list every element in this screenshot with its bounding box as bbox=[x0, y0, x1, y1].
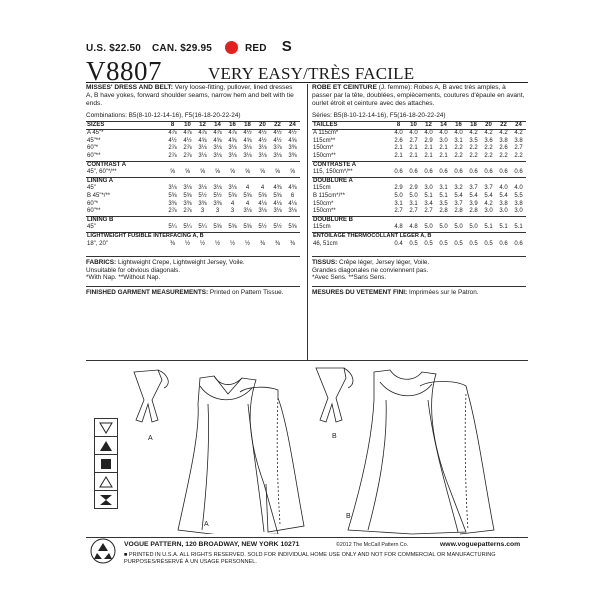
footer-copyright: ©2012 The McCall Pattern Co. bbox=[336, 542, 409, 548]
table-row: 115cm 4.8 4.8 5.0 5.0 5.0 5.0 5.1 5.1 5.1 bbox=[312, 224, 526, 232]
table-cell: 3⅛ bbox=[198, 152, 207, 159]
table-cell: 3.8 bbox=[514, 200, 523, 207]
price-us: U.S. $22.50 bbox=[86, 43, 142, 54]
table-cell: 3⅛ bbox=[273, 152, 282, 159]
table-cell: 2.7 bbox=[394, 208, 403, 215]
table-cell: 2.1 bbox=[424, 152, 433, 159]
table-cell: 3⅛ bbox=[228, 185, 237, 192]
table-cell: ½ bbox=[199, 240, 205, 247]
table-cell: 4⅜ bbox=[288, 185, 297, 192]
table-cell: ½ bbox=[244, 240, 250, 247]
table-cell: 3.0 bbox=[514, 208, 523, 215]
table-cell: 20 bbox=[255, 121, 270, 130]
table-cell: 10 bbox=[406, 121, 421, 130]
table-cell: 16 bbox=[225, 121, 240, 130]
table-cell: 22 bbox=[496, 121, 511, 130]
table-cell: 3.8 bbox=[499, 137, 508, 144]
table-cell: 3 bbox=[230, 208, 235, 215]
table-cell: 4.0 bbox=[514, 185, 523, 192]
table-cell: 3⅛ bbox=[213, 145, 222, 152]
fabrics-note-fr: TISSUS: Crêpe léger, Jersey léger, Voile. Grandes diagonales ne conviennent pas. *Avec Sens. **Sans Sens. bbox=[312, 256, 526, 282]
table-cell: 2.2 bbox=[499, 152, 508, 159]
table-cell: 3⅛ bbox=[183, 185, 192, 192]
table-cell: 5⅝ bbox=[183, 192, 192, 199]
pattern-symbols bbox=[94, 418, 116, 509]
table-cell: 5.4 bbox=[484, 192, 493, 199]
table-cell: 4.8 bbox=[409, 224, 418, 231]
table-cell: 0.5 bbox=[409, 240, 418, 247]
table-cell: 3⅞ bbox=[273, 145, 282, 152]
table-cell: 3⅜ bbox=[288, 145, 297, 152]
table-row: 150cm* 3.1 3.1 3.4 3.5 3.7 3.9 4.2 3.8 3.8 bbox=[312, 201, 526, 209]
table-cell: 4⅞ bbox=[183, 130, 192, 137]
table-cell: 3 bbox=[215, 208, 220, 215]
table-cell: 5.1 bbox=[484, 224, 493, 231]
table-cell: 5⅝ bbox=[273, 192, 282, 199]
table-cell: 0.6 bbox=[439, 169, 448, 176]
table-cell: 4⅝ bbox=[243, 137, 252, 144]
combinations-fr: Séries: B5(8-10-12-14-16), F5(16-18-20-22-24) bbox=[312, 112, 446, 119]
color-label: RED bbox=[244, 43, 267, 54]
table-row: B 115cm*/** 5.0 5.0 5.1 5.1 5.4 5.4 5.4 5.4 5.5 bbox=[312, 193, 526, 201]
table-cell: 3.1 bbox=[454, 137, 463, 144]
table-row: 150cm** 2.1 2.1 2.1 2.1 2.2 2.2 2.2 2.2 2.2 bbox=[312, 153, 526, 161]
table-cell: 4⅞ bbox=[198, 130, 207, 137]
table-cell: 18 bbox=[240, 121, 255, 130]
table-row: 45"** 4½ 4½ 4⅝ 4⅝ 4⅝ 4⅝ 4½ 4½ 4⅝ bbox=[86, 138, 300, 146]
table-cell: 4⅝ bbox=[288, 137, 297, 144]
table-cell: 0.5 bbox=[454, 240, 463, 247]
view-a-label: A bbox=[204, 521, 209, 528]
table-cell: 4.2 bbox=[484, 200, 493, 207]
table-cell: 3.2 bbox=[454, 185, 463, 192]
table-cell: 2.9 bbox=[409, 185, 418, 192]
pattern-number: V8807 bbox=[86, 56, 162, 86]
table-cell: 0.5 bbox=[424, 240, 433, 247]
table-cell: 4.0 bbox=[439, 130, 448, 137]
table-cell: 3⅛ bbox=[243, 208, 252, 215]
finished-measurements: FINISHED GARMENT MEASUREMENTS: Printed on Pattern Tissue. bbox=[86, 286, 300, 297]
table-cell: 4⅛ bbox=[258, 200, 267, 207]
table-cell: 0.6 bbox=[469, 169, 478, 176]
column-divider bbox=[307, 84, 308, 360]
table-row: 46, 51cm 0.4 0.5 0.5 0.5 0.5 0.5 0.5 0.6 0.6 bbox=[312, 241, 526, 249]
table-cell: 4½ bbox=[273, 130, 282, 137]
table-cell: 0.6 bbox=[514, 240, 523, 247]
table-cell: 2⅞ bbox=[168, 208, 177, 215]
table-row: 45", 60"*/** ⅝ ⅝ ⅝ ⅝ ⅝ ⅝ ⅝ ⅝ ⅝ bbox=[86, 169, 300, 177]
table-cell: ⅝ bbox=[184, 169, 190, 176]
combinations: Combinations: B5(8-10-12-14-16), F5(16-18-20-22-24) bbox=[86, 112, 241, 119]
table-cell: 3.1 bbox=[409, 200, 418, 207]
table-row: 60"* 2⅞ 2⅞ 3⅛ 3⅛ 3⅛ 3⅛ 3⅛ 3⅞ 3⅜ bbox=[86, 145, 300, 153]
table-cell: 3⅜ bbox=[198, 200, 207, 207]
hourglass-icon bbox=[94, 490, 118, 509]
table-cell: 5.0 bbox=[394, 192, 403, 199]
desc-title-fr: ROBE ET CEINTURE bbox=[312, 84, 377, 91]
table-cell: 5.0 bbox=[424, 224, 433, 231]
table-cell: 5⅝ bbox=[258, 192, 267, 199]
table-cell: ⅝ bbox=[229, 169, 235, 176]
table-cell: 5.5 bbox=[514, 192, 523, 199]
section-header-row: ENTOILAGE THERMOCOLLANT LÉGER A, B bbox=[312, 232, 526, 240]
table-cell: 3⅛ bbox=[243, 152, 252, 159]
table-cell: 3⅛ bbox=[213, 185, 222, 192]
table-cell: ⅜ bbox=[169, 240, 175, 247]
bottom-rule bbox=[86, 537, 528, 538]
table-cell: 5.0 bbox=[439, 224, 448, 231]
table-cell: 3.5 bbox=[469, 137, 478, 144]
table-cell: 3.0 bbox=[499, 208, 508, 215]
table-cell: 4.0 bbox=[409, 130, 418, 137]
table-cell: 3.0 bbox=[424, 185, 433, 192]
table-cell: 5.1 bbox=[499, 224, 508, 231]
table-row: 115, 150cm*/** 0.6 0.6 0.6 0.6 0.6 0.6 0.6 0.6 0.6 bbox=[312, 169, 526, 177]
table-cell: 4½ bbox=[288, 130, 297, 137]
table-cell: 4½ bbox=[258, 137, 267, 144]
table-cell: 14 bbox=[210, 121, 225, 130]
color-dot-icon bbox=[225, 41, 238, 54]
table-cell: 2⅞ bbox=[183, 208, 192, 215]
table-cell: 3.5 bbox=[439, 200, 448, 207]
footer-address: VOGUE PATTERN, 120 BROADWAY, NEW YORK 10271 bbox=[124, 541, 300, 548]
fabrics-note: FABRICS: Lightweight Crepe, Lightweight Jersey, Voile. Unsuitable for obvious diagonals. *With Nap. **Without Nap. bbox=[86, 256, 300, 282]
table-cell: 2⅞ bbox=[183, 145, 192, 152]
table-cell: 3⅛ bbox=[243, 145, 252, 152]
table-cell: 2.2 bbox=[469, 152, 478, 159]
table-cell: ⅝ bbox=[244, 169, 250, 176]
table-cell: 2.7 bbox=[409, 137, 418, 144]
table-cell: 5½ bbox=[198, 192, 207, 199]
table-cell: 2.2 bbox=[469, 145, 478, 152]
table-cell: 2.8 bbox=[469, 208, 478, 215]
table-cell: 6 bbox=[290, 192, 295, 199]
footer-website[interactable]: www.voguepatterns.com bbox=[440, 541, 521, 548]
table-cell: ⅝ bbox=[259, 169, 265, 176]
table-cell: 22 bbox=[270, 121, 285, 130]
table-cell: 4⅝ bbox=[213, 137, 222, 144]
table-cell: 5⅝ bbox=[213, 224, 222, 231]
size-header-row: TAILLES 8 10 12 14 16 18 20 22 24 bbox=[312, 121, 526, 130]
table-cell: 5.4 bbox=[454, 192, 463, 199]
table-row: B 45"*/** 5⅝ 5⅝ 5½ 5½ 5⅝ 5⅝ 5⅝ 5⅝ 6 bbox=[86, 193, 300, 201]
table-row: A 45"* 4⅞ 4⅞ 4⅞ 4⅞ 4⅞ 4½ 4½ 4½ 4½ bbox=[86, 130, 300, 138]
table-cell: 2⅞ bbox=[168, 145, 177, 152]
table-cell: 5⅝ bbox=[243, 192, 252, 199]
table-cell: 3.0 bbox=[439, 137, 448, 144]
table-cell: 3⅛ bbox=[273, 208, 282, 215]
table-cell: 4.2 bbox=[514, 130, 523, 137]
table-cell: 3.4 bbox=[424, 200, 433, 207]
table-cell: 5⅝ bbox=[168, 192, 177, 199]
table-cell: 0.6 bbox=[454, 169, 463, 176]
table-cell: 3⅛ bbox=[168, 185, 177, 192]
table-cell: 3⅜ bbox=[288, 152, 297, 159]
table-cell: 3.8 bbox=[514, 137, 523, 144]
table-cell: 3.7 bbox=[469, 185, 478, 192]
desc-body-fr: (J. femme): Robes A, B avec très amples, à passer par la tête, doublées, empiècements, coutures d'épaule en avant, ourlet étroit et ceinture avec des attaches. bbox=[312, 84, 525, 107]
table-cell: 20 bbox=[481, 121, 496, 130]
table-row: 115cm** 2.6 2.7 2.9 3.0 3.1 3.5 3.6 3.8 3.8 bbox=[312, 138, 526, 146]
table-cell: 2.1 bbox=[409, 152, 418, 159]
table-cell: 24 bbox=[285, 121, 300, 130]
yardage-table bbox=[86, 121, 300, 249]
table-cell: 5⅝ bbox=[228, 192, 237, 199]
table-cell: 3⅜ bbox=[168, 200, 177, 207]
table-cell: ⅜ bbox=[289, 240, 295, 247]
table-cell: 3⅜ bbox=[213, 200, 222, 207]
table-cell: 4⅜ bbox=[273, 185, 282, 192]
table-cell: 0.5 bbox=[484, 240, 493, 247]
table-cell: 4.2 bbox=[499, 130, 508, 137]
table-row: 60"** 2⅞ 2⅞ 3⅛ 3⅛ 3⅛ 3⅛ 3⅛ 3⅛ 3⅜ bbox=[86, 153, 300, 161]
view-b-label-belt: B bbox=[332, 433, 337, 440]
table-cell: 5.4 bbox=[469, 192, 478, 199]
table-cell: 3⅛ bbox=[258, 208, 267, 215]
table-cell: ⅜ bbox=[274, 240, 280, 247]
size-code: S bbox=[281, 38, 292, 55]
difficulty-label: VERY EASY/TRÈS FACILE bbox=[208, 64, 415, 83]
table-cell: 3⅛ bbox=[213, 152, 222, 159]
table-cell: 2⅞ bbox=[168, 152, 177, 159]
table-cell: 4.0 bbox=[394, 130, 403, 137]
table-cell: 14 bbox=[436, 121, 451, 130]
table-cell: 4 bbox=[245, 185, 250, 192]
table-cell: 4.2 bbox=[484, 130, 493, 137]
table-cell: 2.2 bbox=[484, 152, 493, 159]
table-cell: 2.2 bbox=[514, 152, 523, 159]
table-cell: 2.2 bbox=[454, 152, 463, 159]
table-cell: 0.6 bbox=[514, 169, 523, 176]
table-cell: 3⅛ bbox=[198, 145, 207, 152]
table-cell: 3.1 bbox=[394, 200, 403, 207]
table-cell: 3.8 bbox=[499, 200, 508, 207]
table-row: 60"** 2⅞ 2⅞ 3 3 3 3⅛ 3⅛ 3⅛ 3⅛ bbox=[86, 208, 300, 216]
table-cell: 4⅞ bbox=[213, 130, 222, 137]
english-description bbox=[86, 84, 300, 108]
table-cell: 5½ bbox=[258, 224, 267, 231]
desc-body: Very loose-fitting, pullover, lined dresses A, B have yokes, forward shoulder seams, narrow hem and belt with tie ends. bbox=[86, 84, 294, 107]
table-cell: 5¼ bbox=[168, 224, 177, 231]
table-cell: 5¼ bbox=[198, 224, 207, 231]
french-column bbox=[312, 84, 526, 296]
view-b-illustration bbox=[310, 360, 500, 536]
table-row: 18", 20" ⅜ ½ ½ ½ ½ ½ ⅜ ⅜ ⅜ bbox=[86, 241, 300, 249]
section-header-row: CONTRAST A bbox=[86, 161, 300, 169]
table-cell: 3 bbox=[200, 208, 205, 215]
section-header-row: LINING A bbox=[86, 177, 300, 185]
table-cell: 2.8 bbox=[439, 208, 448, 215]
table-cell: 4 bbox=[260, 185, 265, 192]
table-cell: 5.1 bbox=[514, 224, 523, 231]
table-cell: ⅝ bbox=[199, 169, 205, 176]
table-cell: 3.0 bbox=[484, 208, 493, 215]
table-cell: 8 bbox=[391, 121, 406, 130]
table-cell: 4½ bbox=[168, 137, 177, 144]
table-cell: 4½ bbox=[183, 137, 192, 144]
table-cell: 0.6 bbox=[424, 169, 433, 176]
table-row: 150cm* 2.1 2.1 2.1 2.1 2.2 2.2 2.2 2.6 2.7 bbox=[312, 145, 526, 153]
section-header-row: DOUBLURE A bbox=[312, 177, 526, 185]
finished-measurements-fr: MESURES DU VETEMENT FINI: Imprimées sur le Patron. bbox=[312, 286, 526, 297]
footer-legal: ■ PRINTED IN U.S.A. ALL RIGHTS RESERVED. SOLD FOR INDIVIDUAL HOME USE ONLY AND NOT FOR COMMERCIAL OR MANUFACTURING PURPOSES/RÉSERVÉ À UN USAGE PERSONNEL. bbox=[124, 552, 496, 565]
table-cell: 4⅝ bbox=[198, 137, 207, 144]
view-b-label: B bbox=[346, 513, 351, 520]
table-cell: 2.6 bbox=[394, 137, 403, 144]
table-cell: 2.7 bbox=[514, 145, 523, 152]
top-rule bbox=[86, 82, 528, 83]
desc-title: MISSES' DRESS AND BELT: bbox=[86, 84, 173, 91]
table-cell: ⅜ bbox=[259, 240, 265, 247]
recycle-icon bbox=[90, 538, 116, 564]
section-header-row: CONTRASTE A bbox=[312, 161, 526, 169]
table-cell: 2.9 bbox=[424, 137, 433, 144]
table-cell: 10 bbox=[180, 121, 195, 130]
table-cell: 12 bbox=[421, 121, 436, 130]
table-cell: 5½ bbox=[273, 224, 282, 231]
table-cell: 5.4 bbox=[499, 192, 508, 199]
table-cell: 3⅛ bbox=[258, 152, 267, 159]
table-row: 45" 5¼ 5¼ 5¼ 5⅝ 5⅝ 5⅝ 5½ 5½ 5⅝ bbox=[86, 224, 300, 232]
table-cell: 4.8 bbox=[394, 224, 403, 231]
table-cell: 2.1 bbox=[394, 152, 403, 159]
table-cell: 4½ bbox=[258, 130, 267, 137]
table-cell: ⅝ bbox=[289, 169, 295, 176]
table-cell: 5.0 bbox=[409, 192, 418, 199]
table-cell: ⅝ bbox=[214, 169, 220, 176]
table-cell: 4⅞ bbox=[168, 130, 177, 137]
table-cell: 3⅛ bbox=[258, 145, 267, 152]
table-cell: 4 bbox=[230, 200, 235, 207]
french-description bbox=[312, 84, 526, 108]
table-cell: 2.1 bbox=[424, 145, 433, 152]
table-cell: 2.1 bbox=[439, 152, 448, 159]
table-cell: 2.2 bbox=[484, 145, 493, 152]
table-cell: 0.5 bbox=[439, 240, 448, 247]
table-row: 60"* 3⅜ 3⅜ 3⅜ 3⅜ 4 4 4⅛ 4⅛ 4⅛ bbox=[86, 201, 300, 209]
table-cell: 4½ bbox=[243, 130, 252, 137]
english-column bbox=[86, 84, 300, 296]
table-row: A 115cm* 4.0 4.0 4.0 4.0 4.0 4.2 4.2 4.2 4.2 bbox=[312, 130, 526, 138]
table-cell: 2.7 bbox=[424, 208, 433, 215]
table-cell: 4⅛ bbox=[288, 200, 297, 207]
table-cell: 4.0 bbox=[499, 185, 508, 192]
table-cell: 0.6 bbox=[484, 169, 493, 176]
table-cell: 2.2 bbox=[454, 145, 463, 152]
table-row: 115cm 2.9 2.9 3.0 3.1 3.2 3.7 3.7 4.0 4.0 bbox=[312, 185, 526, 193]
table-cell: 3⅛ bbox=[198, 185, 207, 192]
table-cell: 5.0 bbox=[469, 224, 478, 231]
table-cell: 12 bbox=[195, 121, 210, 130]
table-cell: 2.8 bbox=[454, 208, 463, 215]
table-row: 150cm** 2.7 2.7 2.7 2.8 2.8 2.8 3.0 3.0 3.0 bbox=[312, 208, 526, 216]
table-cell: 5.1 bbox=[424, 192, 433, 199]
table-cell: 5⅝ bbox=[243, 224, 252, 231]
table-cell: 4 bbox=[245, 200, 250, 207]
table-cell: ⅝ bbox=[169, 169, 175, 176]
table-cell: 4.0 bbox=[424, 130, 433, 137]
table-cell: 2.6 bbox=[499, 145, 508, 152]
table-cell: 0.6 bbox=[499, 240, 508, 247]
table-cell: 5.0 bbox=[454, 224, 463, 231]
table-cell: 3.7 bbox=[484, 185, 493, 192]
table-cell: 2.1 bbox=[439, 145, 448, 152]
table-cell: 18 bbox=[466, 121, 481, 130]
table-cell: 16 bbox=[451, 121, 466, 130]
triangle-up-icon bbox=[94, 472, 118, 490]
section-header-row: LIGHTWEIGHT FUSIBLE INTERFACING A, B bbox=[86, 232, 300, 240]
table-cell: 5⅝ bbox=[288, 224, 297, 231]
table-row: 45" 3⅛ 3⅛ 3⅛ 3⅛ 3⅛ 4 4 4⅜ 4⅜ bbox=[86, 185, 300, 193]
table-cell: ⅝ bbox=[274, 169, 280, 176]
table-cell: 4⅞ bbox=[228, 130, 237, 137]
table-cell: 0.4 bbox=[394, 240, 403, 247]
table-cell: 2.9 bbox=[394, 185, 403, 192]
view-a-illustration bbox=[128, 364, 308, 534]
table-cell: 5¼ bbox=[183, 224, 192, 231]
price-line bbox=[86, 38, 300, 55]
table-cell: 4.2 bbox=[469, 130, 478, 137]
table-cell: 2.7 bbox=[409, 208, 418, 215]
table-cell: 0.5 bbox=[469, 240, 478, 247]
table-cell: 4½ bbox=[273, 137, 282, 144]
section-header-row: DOUBLURE B bbox=[312, 216, 526, 224]
table-cell: 0.6 bbox=[394, 169, 403, 176]
table-cell: 0.6 bbox=[499, 169, 508, 176]
table-cell: 4⅛ bbox=[273, 200, 282, 207]
table-cell: 3.6 bbox=[484, 137, 493, 144]
table-cell: 0.6 bbox=[409, 169, 418, 176]
square-icon bbox=[94, 454, 118, 472]
table-cell: 8 bbox=[165, 121, 180, 130]
table-cell: 3⅛ bbox=[288, 208, 297, 215]
table-cell: 2.1 bbox=[394, 145, 403, 152]
section-header-row: LINING B bbox=[86, 216, 300, 224]
table-cell: 5½ bbox=[213, 192, 222, 199]
view-a-label-belt: A bbox=[148, 435, 153, 442]
table-cell: 3.1 bbox=[439, 185, 448, 192]
triangle-up-filled-icon bbox=[94, 436, 118, 454]
table-cell: 2.1 bbox=[409, 145, 418, 152]
table-cell: 3.7 bbox=[454, 200, 463, 207]
table-cell: 3⅛ bbox=[228, 152, 237, 159]
table-cell: 2⅞ bbox=[183, 152, 192, 159]
table-cell: 4⅝ bbox=[228, 137, 237, 144]
table-cell: 5.1 bbox=[439, 192, 448, 199]
table-cell: 3⅜ bbox=[183, 200, 192, 207]
price-can: CAN. $29.95 bbox=[152, 43, 213, 54]
table-cell: ½ bbox=[229, 240, 235, 247]
metrage-table bbox=[312, 121, 526, 249]
table-cell: 3⅛ bbox=[228, 145, 237, 152]
table-cell: ½ bbox=[214, 240, 220, 247]
size-header-row: SIZES 8 10 12 14 16 18 20 22 24 bbox=[86, 121, 300, 130]
table-cell: 4.0 bbox=[454, 130, 463, 137]
table-cell: 5⅝ bbox=[228, 224, 237, 231]
table-cell: 24 bbox=[511, 121, 526, 130]
table-cell: ½ bbox=[184, 240, 190, 247]
triangle-down-icon bbox=[94, 418, 118, 436]
table-cell: 3.9 bbox=[469, 200, 478, 207]
